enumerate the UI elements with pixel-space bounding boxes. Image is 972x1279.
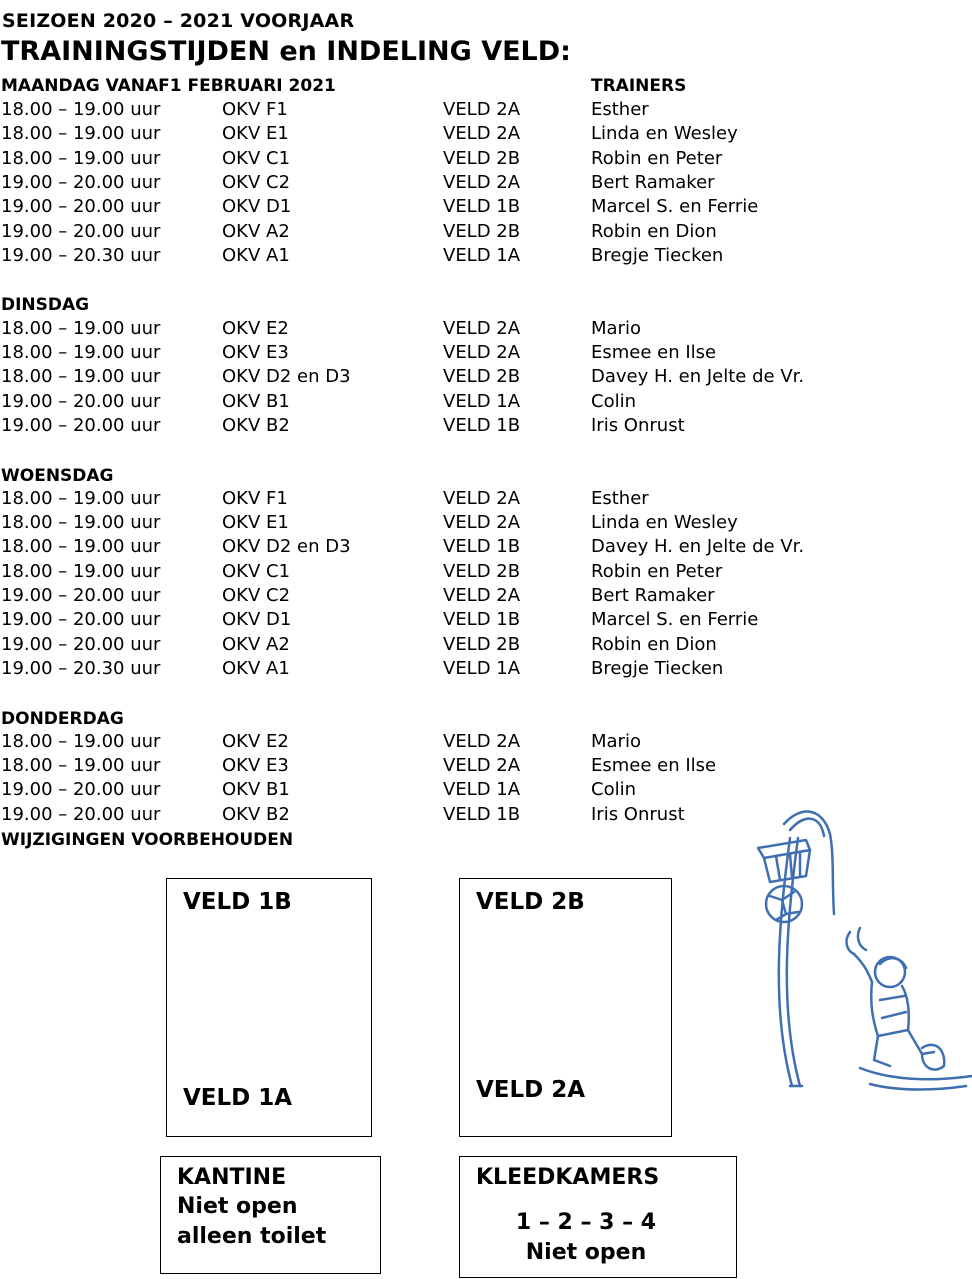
- training-time: 18.00 – 19.00 uur: [1, 99, 161, 120]
- training-time: 18.00 – 19.00 uur: [1, 755, 161, 777]
- field-2-box: [459, 878, 672, 1137]
- team-name: OKV A2: [222, 220, 290, 242]
- trainers-heading: TRAINERS: [591, 76, 687, 96]
- trainer-name: Robin en Dion: [591, 220, 717, 242]
- trainer-name: Iris Onrust: [591, 414, 685, 436]
- team-name: OKV A1: [222, 244, 290, 266]
- schedule-row: [0, 123, 972, 147]
- schedule-row: [0, 148, 972, 172]
- field-name: VELD 1B: [443, 536, 521, 558]
- team-name: OKV A2: [222, 633, 290, 655]
- page-title: TRAININGSTIJDEN en INDELING VELD:: [1, 36, 571, 67]
- schedule-row: [0, 609, 972, 633]
- trainer-name: Marcel S. en Ferrie: [591, 196, 759, 218]
- trainer-name: Bregje Tiecken: [591, 657, 724, 679]
- trainer-name: Esmee en Ilse: [591, 755, 717, 777]
- field-name: VELD 2B: [443, 633, 521, 655]
- training-time: 19.00 – 20.00 uur: [1, 414, 161, 436]
- training-time: 18.00 – 19.00 uur: [1, 512, 161, 534]
- changing-rooms-title: KLEEDKAMERS: [476, 1165, 660, 1190]
- field-name: VELD 2A: [443, 730, 521, 752]
- training-time: 18.00 – 19.00 uur: [1, 342, 161, 363]
- field-2a-label: VELD 2A: [476, 1077, 586, 1103]
- trainer-name: Iris Onrust: [591, 803, 685, 825]
- schedule-row: [0, 245, 972, 269]
- schedule-row: [0, 172, 972, 196]
- training-time: 19.00 – 20.00 uur: [1, 633, 161, 655]
- field-1a-label: VELD 1A: [183, 1085, 293, 1111]
- training-time: 19.00 – 20.00 uur: [1, 171, 161, 193]
- team-name: OKV B1: [222, 779, 290, 801]
- trainer-name: Mario: [591, 317, 641, 339]
- training-time: 19.00 – 20.00 uur: [1, 779, 161, 801]
- field-name: VELD 2A: [443, 123, 521, 145]
- schedule-row: [0, 779, 972, 803]
- team-name: OKV E1: [222, 512, 289, 534]
- canteen-note: alleen toilet: [177, 1224, 327, 1249]
- training-time: 18.00 – 19.00 uur: [1, 730, 161, 752]
- field-name: VELD 1B: [443, 609, 521, 631]
- team-name: OKV C2: [222, 171, 291, 193]
- korfball-player-illustration-icon: [740, 804, 972, 1104]
- training-time: 18.00 – 19.00 uur: [1, 487, 161, 509]
- training-time: 19.00 – 20.30 uur: [1, 657, 161, 679]
- team-name: OKV E3: [222, 755, 289, 777]
- team-name: OKV D2 en D3: [222, 536, 351, 558]
- training-time: 19.00 – 20.00 uur: [1, 609, 161, 631]
- trainer-name: Davey H. en Jelte de Vr.: [591, 366, 805, 388]
- field-2b-label: VELD 2B: [476, 889, 585, 915]
- canteen-title: KANTINE: [177, 1165, 287, 1190]
- training-time: 19.00 – 20.00 uur: [1, 196, 161, 218]
- schedule-row: [0, 221, 972, 245]
- team-name: OKV F1: [222, 99, 288, 120]
- team-name: OKV D2 en D3: [222, 366, 351, 388]
- field-name: VELD 2B: [443, 366, 521, 388]
- training-time: 19.00 – 20.00 uur: [1, 390, 161, 412]
- season-heading: SEIZOEN 2020 – 2021 VOORJAAR: [2, 10, 355, 32]
- schedule-row: [0, 658, 972, 682]
- training-time: 19.00 – 20.00 uur: [1, 220, 161, 242]
- field-name: VELD 2A: [443, 342, 521, 363]
- field-name: VELD 1A: [443, 779, 521, 801]
- field-name: VELD 1B: [443, 414, 521, 436]
- trainer-name: Bregje Tiecken: [591, 244, 724, 266]
- field-name: VELD 2A: [443, 171, 521, 193]
- field-name: VELD 2B: [443, 147, 521, 169]
- training-time: 18.00 – 19.00 uur: [1, 147, 161, 169]
- field-name: VELD 1A: [443, 657, 521, 679]
- schedule-row: [0, 755, 972, 779]
- field-name: VELD 2B: [443, 220, 521, 242]
- team-name: OKV E3: [222, 342, 289, 363]
- schedule-row: [0, 318, 972, 342]
- field-name: VELD 2A: [443, 755, 521, 777]
- schedule-row: [0, 366, 972, 390]
- changing-rooms-numbers: 1 – 2 – 3 – 4: [515, 1210, 657, 1235]
- schedule-row: [0, 561, 972, 585]
- field-name: VELD 2B: [443, 560, 521, 582]
- team-name: OKV F1: [222, 487, 288, 509]
- schedule-row: [0, 536, 972, 560]
- trainer-name: Colin: [591, 390, 636, 412]
- team-name: OKV E1: [222, 123, 289, 145]
- schedule-row: [0, 731, 972, 755]
- canteen-status: Niet open: [177, 1194, 298, 1219]
- training-time: 18.00 – 19.00 uur: [1, 536, 161, 558]
- team-name: OKV A1: [222, 657, 290, 679]
- team-name: OKV B2: [222, 803, 290, 825]
- schedule-row: [0, 99, 972, 123]
- field-1-box: [166, 878, 372, 1137]
- field-name: VELD 1B: [443, 803, 521, 825]
- trainer-name: Robin en Peter: [591, 147, 723, 169]
- field-name: VELD 2A: [443, 99, 521, 120]
- training-time: 18.00 – 19.00 uur: [1, 123, 161, 145]
- disclaimer: WIJZIGINGEN VOORBEHOUDEN: [1, 830, 294, 850]
- trainer-name: Esmee en Ilse: [591, 342, 717, 363]
- training-time: 18.00 – 19.00 uur: [1, 560, 161, 582]
- trainer-name: Mario: [591, 730, 641, 752]
- training-time: 18.00 – 19.00 uur: [1, 366, 161, 388]
- trainer-name: Marcel S. en Ferrie: [591, 609, 759, 631]
- field-name: VELD 1B: [443, 196, 521, 218]
- field-name: VELD 1A: [443, 390, 521, 412]
- schedule-row: [0, 512, 972, 536]
- training-time: 19.00 – 20.00 uur: [1, 803, 161, 825]
- trainer-name: Robin en Peter: [591, 560, 723, 582]
- day-heading: DONDERDAG: [1, 708, 124, 729]
- day-heading: WOENSDAG: [1, 465, 114, 486]
- canteen-box: [160, 1156, 381, 1274]
- trainer-name: Bert Ramaker: [591, 171, 715, 193]
- trainer-name: Robin en Dion: [591, 633, 717, 655]
- day-heading: DINSDAG: [1, 295, 90, 316]
- schedule-row: [0, 391, 972, 415]
- training-time: 19.00 – 20.00 uur: [1, 585, 161, 606]
- field-1b-label: VELD 1B: [183, 889, 292, 915]
- field-name: VELD 2A: [443, 317, 521, 339]
- trainer-name: Colin: [591, 779, 636, 801]
- team-name: OKV B2: [222, 414, 290, 436]
- monday-heading: MAANDAG VANAF1 FEBRUARI 2021: [1, 76, 336, 96]
- trainer-name: Davey H. en Jelte de Vr.: [591, 536, 805, 558]
- changing-rooms-status: Niet open: [525, 1240, 647, 1265]
- schedule-row: [0, 342, 972, 366]
- trainer-name: Linda en Wesley: [591, 512, 738, 534]
- schedule-row: [0, 196, 972, 220]
- field-name: VELD 2A: [443, 512, 521, 534]
- schedule-row: [0, 415, 972, 439]
- team-name: OKV E2: [222, 317, 289, 339]
- field-name: VELD 1A: [443, 244, 521, 266]
- team-name: OKV D1: [222, 196, 292, 218]
- field-name: VELD 2A: [443, 585, 521, 606]
- field-name: VELD 2A: [443, 487, 521, 509]
- team-name: OKV B1: [222, 390, 290, 412]
- trainer-name: Esther: [591, 487, 649, 509]
- team-name: OKV C1: [222, 560, 291, 582]
- changing-rooms-box: [459, 1156, 737, 1278]
- training-time: 19.00 – 20.30 uur: [1, 244, 161, 266]
- team-name: OKV C2: [222, 585, 291, 606]
- schedule-row: [0, 634, 972, 658]
- trainer-name: Bert Ramaker: [591, 585, 715, 606]
- team-name: OKV E2: [222, 730, 289, 752]
- team-name: OKV C1: [222, 147, 291, 169]
- schedule-row: [0, 488, 972, 512]
- training-time: 18.00 – 19.00 uur: [1, 317, 161, 339]
- team-name: OKV D1: [222, 609, 292, 631]
- schedule-row: [0, 585, 972, 609]
- trainer-name: Esther: [591, 99, 649, 120]
- trainer-name: Linda en Wesley: [591, 123, 738, 145]
